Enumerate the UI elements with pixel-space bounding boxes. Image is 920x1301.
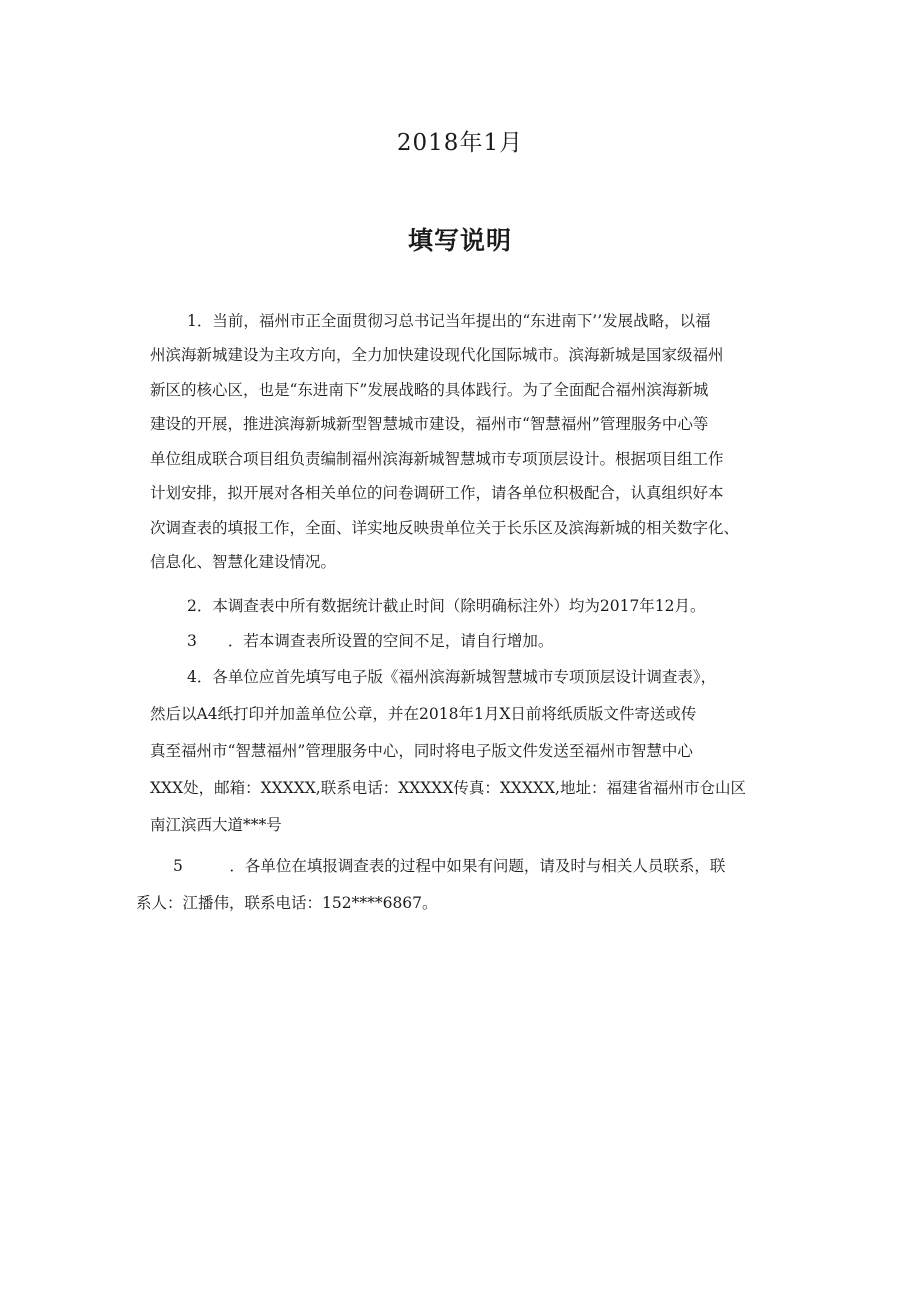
item-4-line-2: 然后以A4纸打印并加盖单位公章，并在2018年1月X日前将纸质版文件寄送或传 [150, 705, 697, 723]
item-1-line-2: 州滨海新城建设为主攻方向，全力加快建设现代化国际城市。滨海新城是国家级福州 [150, 346, 724, 364]
item-4-line-1: 4．各单位应首先填写电子版《福州滨海新城智慧城市专项顶层设计调查表》， [187, 668, 717, 686]
item-2-line-1: 2．本调查表中所有数据统计截止时间（除明确标注外）均为2017年12月。 [187, 597, 706, 615]
document-date: 2018年1月 [396, 130, 524, 156]
document-heading: 填写说明 [407, 226, 512, 255]
item-1-line-3: 新区的核心区，也是“东进南下”发展战略的具体践行。为了全面配合福州滨海新城 [150, 381, 709, 399]
item-5-line-1: 5 ．各单位在填报调查表的过程中如果有问题，请及时与相关人员联系，联 [173, 857, 726, 875]
item-1-line-6: 计划安排，拟开展对各相关单位的问卷调研工作，请各单位积极配合，认真组织好本 [150, 484, 724, 502]
item-1-line-1: 1．当前，福州市正全面贯彻习总书记当年提出的“东进南下’’发展战略，以福 [187, 312, 711, 330]
item-1-line-7: 次调查表的填报工作，全面、详实地反映贵单位关于长乐区及滨海新城的相关数字化、 [150, 519, 740, 537]
item-4-line-5: 南江滨西大道***号 [150, 816, 282, 834]
item-1-line-4: 建设的开展，推进滨海新城新型智慧城市建设，福州市“智慧福州”管理服务中心等 [150, 415, 709, 433]
item-5-line-2: 系人：江播伟，联系电话：152****6867。 [136, 894, 438, 912]
item-1-line-8: 信息化、智慧化建设情况。 [150, 553, 337, 571]
item-4-line-4: XXX处，邮箱：XXXXX,联系电话：XXXXX传真：XXXXX,地址：福建省福州市仓山区 [150, 779, 746, 797]
item-4-line-3: 真至福州市“智慧福州”管理服务中心，同时将电子版文件发送至福州市智慧中心 [150, 742, 693, 760]
item-3-line-1: 3 ．若本调查表所设置的空间不足，请自行增加。 [187, 632, 554, 650]
item-1-line-5: 单位组成联合项目组负责编制福州滨海新城智慧城市专项顶层设计。根据项目组工作 [150, 450, 724, 468]
